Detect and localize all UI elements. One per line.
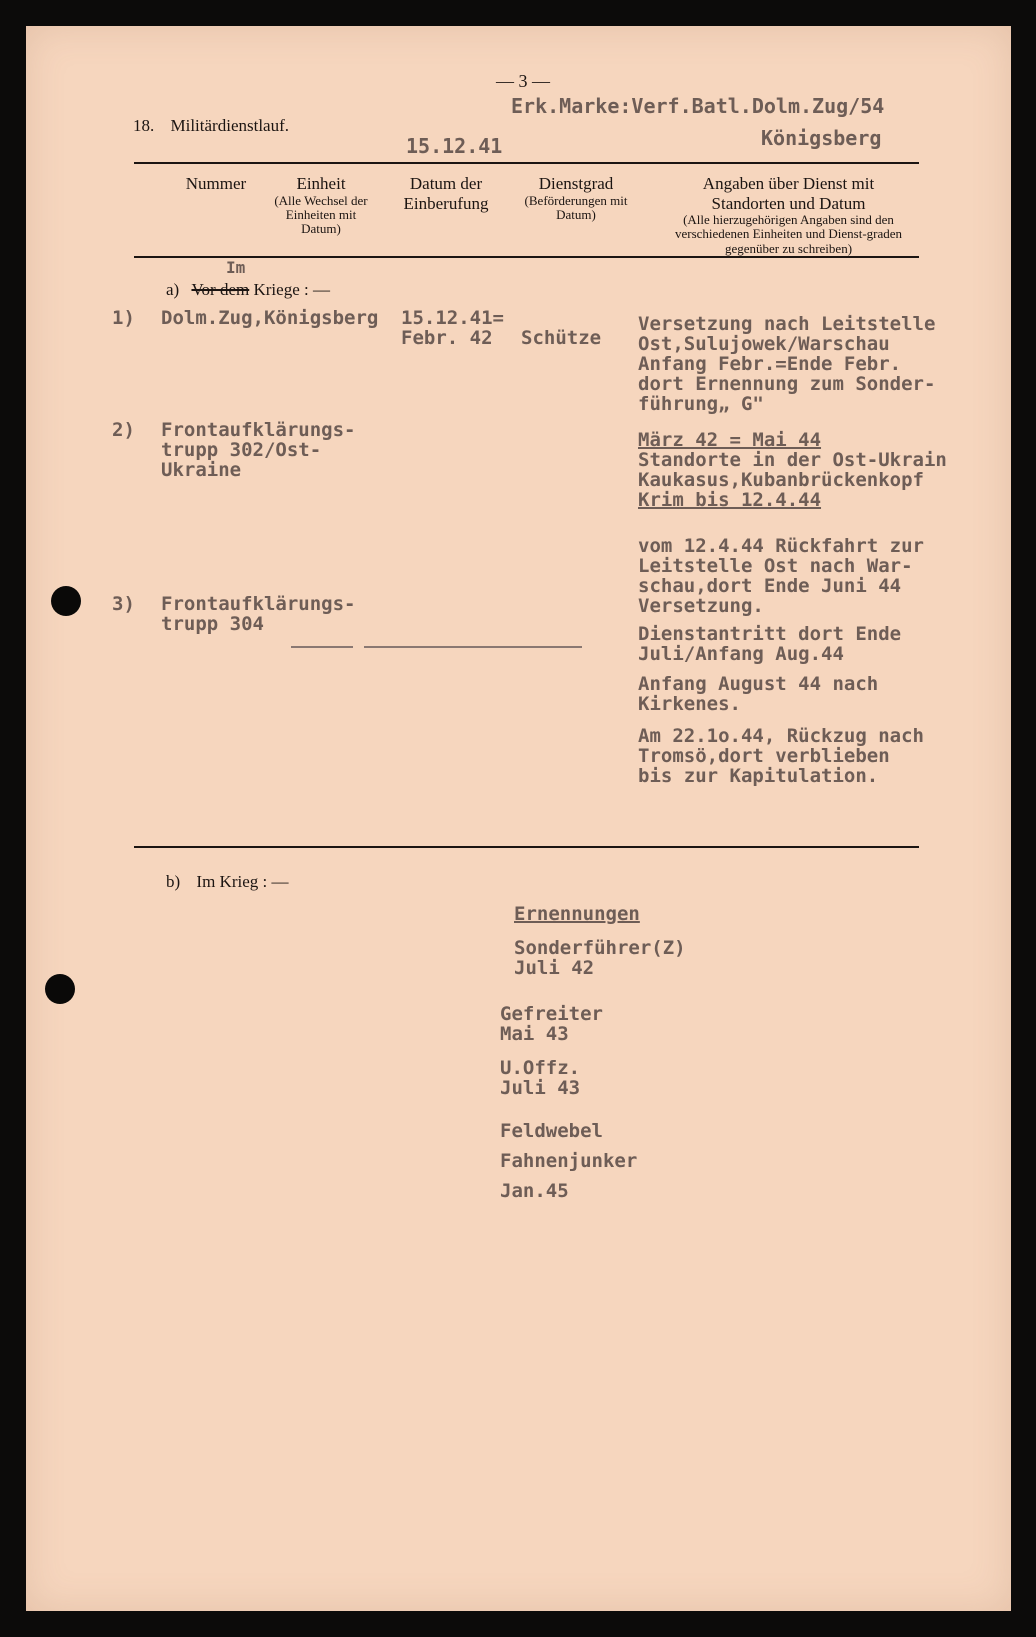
entry-number: 3) bbox=[112, 593, 135, 615]
punch-hole bbox=[51, 586, 81, 616]
section-heading bbox=[133, 116, 289, 136]
ernennung-item: Gefreiter Mai 43 bbox=[500, 1003, 603, 1045]
column-header-angaben: Angaben über Dienst mit Standorten und Datum (Alle hierzugehörigen Angaben sind den verschiedenen Einheiten und Dienst-graden gegenüber zu schreiben) bbox=[674, 174, 903, 256]
entry-number: 1) bbox=[112, 307, 135, 329]
column-header-einheit: Einheit (Alle Wechsel der Einheiten mit Datum) bbox=[274, 174, 368, 237]
ernennung-item: U.Offz. Juli 43 bbox=[500, 1057, 581, 1099]
column-header-datum: Datum der Einberufung bbox=[403, 174, 489, 213]
document-page bbox=[26, 26, 1011, 1611]
entry-rank: Schütze bbox=[521, 327, 602, 349]
dash-line bbox=[291, 646, 353, 648]
ernennungen-title: Ernennungen bbox=[514, 903, 640, 925]
section-title: Militärdienstlauf. bbox=[170, 116, 290, 135]
struck-text: Vor dem bbox=[191, 280, 250, 299]
service-block: März 42 = Mai 44 Standorte in der Ost-Ukrain Kaukasus,Kubanbrückenkopf Krim bis 12.4.44 bbox=[638, 429, 947, 511]
column-header-nummer: Nummer bbox=[185, 174, 247, 193]
service-block: Am 22.1o.44, Rückzug nach Tromsö,dort verblieben bis zur Kapitulation. bbox=[638, 725, 924, 787]
service-block: Versetzung nach Leitstelle Ost,Sulujowek/Warschau Anfang Febr.=Ende Febr. dort Ernennung zum Sonder- führung„ G" bbox=[638, 313, 936, 415]
erk-marke: Erk.Marke:Verf.Batl.Dolm.Zug/54 bbox=[511, 94, 885, 118]
column-header-dienstgrad: Dienstgrad (Beförderungen mit Datum) bbox=[524, 174, 628, 222]
service-block: vom 12.4.44 Rückfahrt zur Leitstelle Ost nach War- schau,dort Ende Juni 44 Versetzung. bbox=[638, 535, 924, 617]
section-separator bbox=[134, 846, 919, 848]
part-b-heading: b) Im Krieg : — bbox=[166, 872, 289, 891]
punch-hole bbox=[45, 974, 75, 1004]
part-a-heading: a) Vor dem Kriege : — bbox=[166, 280, 330, 299]
ernennung-item: Feldwebel Fahnenjunker Jan.45 bbox=[500, 1120, 638, 1202]
header-top-rule bbox=[134, 162, 919, 164]
entry-unit: Frontaufklärungs- trupp 304 bbox=[161, 593, 356, 635]
entry-number: 2) bbox=[112, 419, 135, 441]
ernennung-item: Sonderführer(Z) Juli 42 bbox=[514, 937, 686, 979]
service-block: Anfang August 44 nach Kirkenes. bbox=[638, 673, 879, 715]
entry-unit: Frontaufklärungs- trupp 302/Ost- Ukraine bbox=[161, 419, 356, 481]
page-number: — 3 — bbox=[496, 71, 550, 91]
header-place: Königsberg bbox=[761, 126, 882, 150]
header-date: 15.12.41 bbox=[406, 134, 503, 158]
entry-date: 15.12.41= Febr. 42 bbox=[401, 307, 504, 349]
entry-unit: Dolm.Zug,Königsberg bbox=[161, 307, 379, 329]
service-block: Dienstantritt dort Ende Juli/Anfang Aug.44 bbox=[638, 623, 902, 665]
section-number: 18. bbox=[133, 116, 155, 135]
dash-line bbox=[364, 646, 582, 648]
inserted-text: Im bbox=[226, 258, 246, 277]
header-bottom-rule bbox=[134, 256, 919, 258]
